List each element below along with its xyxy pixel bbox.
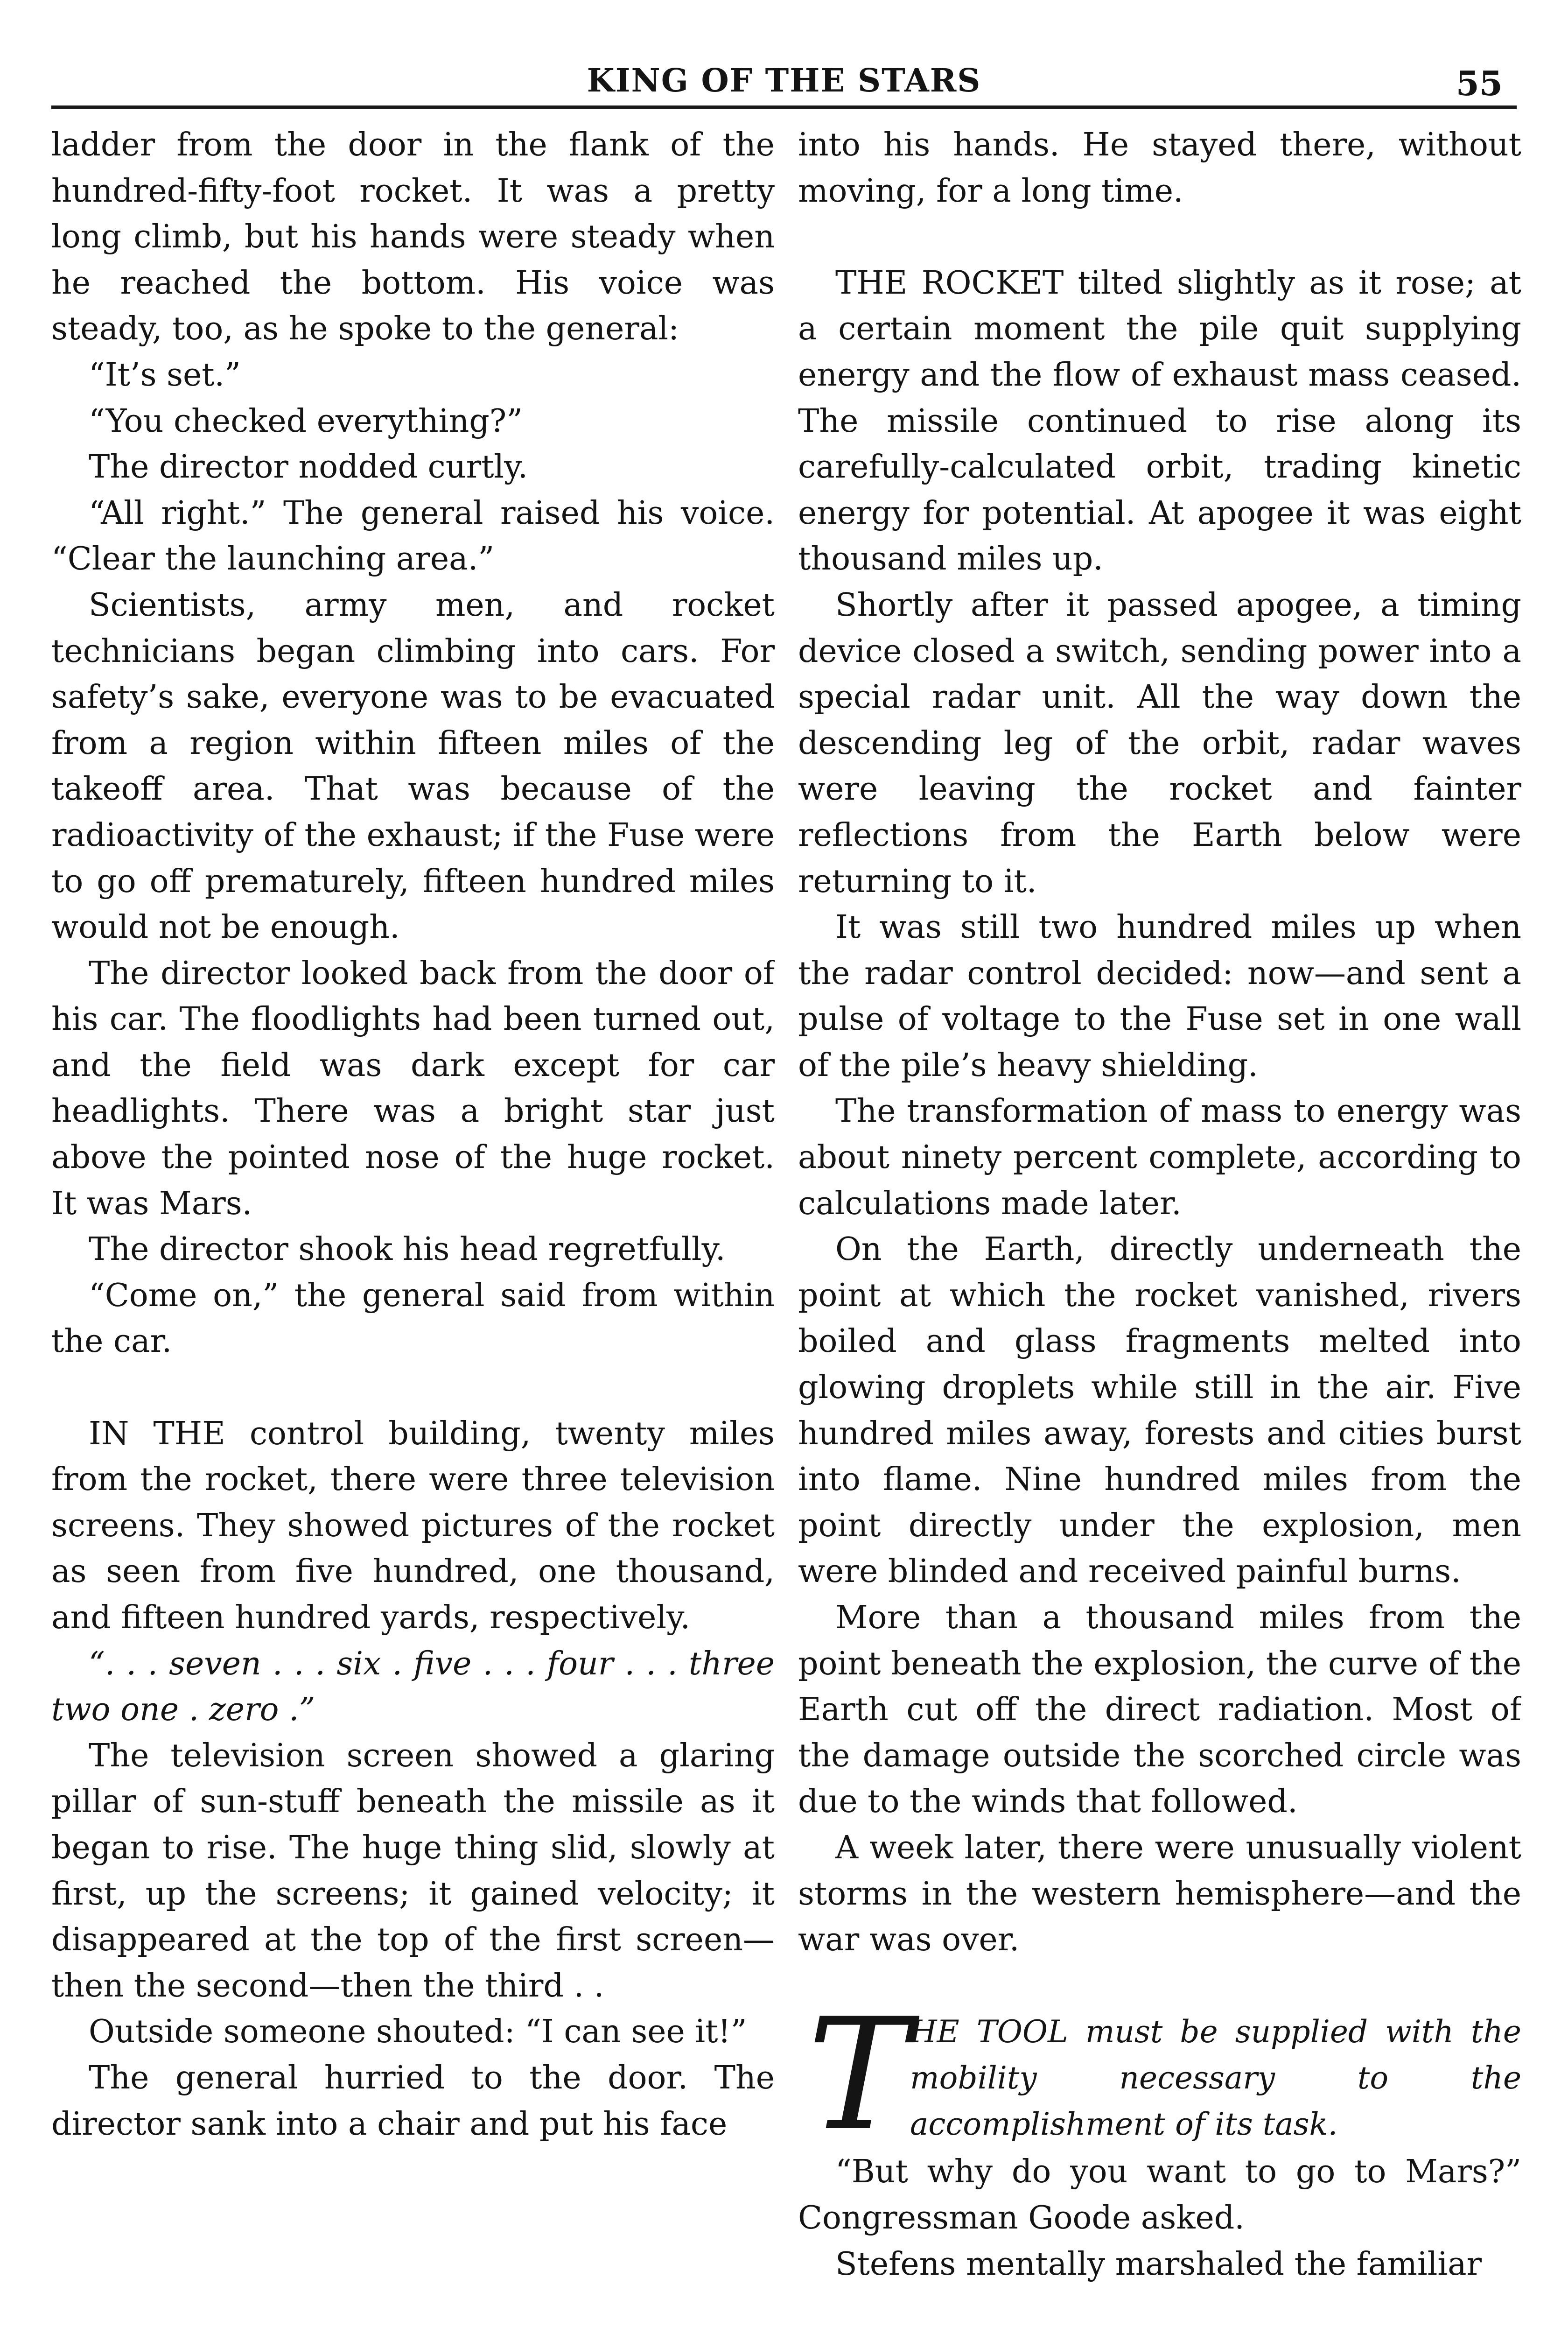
paragraph: ladder from the door in the flank of the hundred-fifty-foot rocket. It was a pretty long climb, but his hands were steady when he reached the bottom. His voice was steady, too, as he spoke to the general:: [51, 127, 775, 348]
page-header: [51, 55, 1517, 106]
right-column: [798, 122, 1521, 2334]
paragraph: “Come on,” the general said from within the car.: [51, 1277, 775, 1360]
running-title: KING OF THE STARS: [587, 62, 981, 99]
drop-cap: T: [807, 1985, 910, 2165]
paragraph: More than a thousand miles from the point beneath the explosion, the curve of the Earth cut off the direct radiation. Most of the damage outside the scorched circle was due to the winds that followed.: [798, 1599, 1521, 1821]
left-column: [51, 122, 775, 2334]
paragraph: It was still two hundred miles up when the radar control decided: now—and sent a pulse of voltage to the Fuse set in one wall of the pile’s heavy shielding.: [798, 909, 1521, 1084]
paragraph: into his hands. He stayed there, without moving, for a long time.: [798, 127, 1521, 210]
paragraph: “All right.” The general raised his voice. “Clear the launching area.”: [51, 494, 775, 578]
paragraph: A week later, there were unusually violent storms in the western hemisphere—and the war was over.: [798, 1829, 1521, 1959]
section-paragraph: IN THE control building, twenty miles from the rocket, there were three television screens. They showed pictures of the rocket as seen from five hundred, one thousand, and fifteen hundred yards, respectively.: [51, 1415, 775, 1636]
paragraph: The director looked back from the door of his car. The floodlights had been turned out, and the field was dark except for car headlights. There was a bright star just above the pointed nose of the huge rocket. It was Mars.: [51, 955, 775, 1222]
paragraph: “But why do you want to go to Mars?” Congressman Goode asked.: [798, 2153, 1521, 2236]
paragraph: On the Earth, directly underneath the point at which the rocket vanished, rivers boiled and glass fragments melted into glowing droplets while still in the air. Five hundred miles away, forests and cities burst into flame. Nine hundred miles from the point directly under the explosion, men were blinded and received painful burns.: [798, 1231, 1521, 1590]
paragraph: Shortly after it passed apogee, a timing device closed a switch, sending power into a special radar unit. All the way down the descending leg of the orbit, radar waves were leaving the rocket and fainter reflections from the Earth below were returning to it.: [798, 586, 1521, 900]
paragraph: The general hurried to the door. The director sank into a chair and put his face: [51, 2059, 775, 2143]
paragraph: The television screen showed a glaring pillar of sun-stuff beneath the missile as it began to rise. The huge thing slid, slowly at first, up the screens; it gained velocity; it disappeared at the top of the first screen—then the second—then the third . .: [51, 1737, 775, 2004]
paragraph: “It’s set.”: [89, 356, 241, 394]
paragraph: The director shook his head regretfully.: [89, 1231, 726, 1268]
paragraph: “You checked everything?”: [89, 402, 523, 440]
paragraph: The director nodded curtly.: [89, 449, 528, 486]
section-paragraph: THE ROCKET tilted slightly as it rose; at a certain moment the pile quit supplying energy and the flow of exhaust mass ceased. The missile continued to rise along its carefully-calculated orbit, trading kinetic energy for potential. At apogee it was eight thousand miles up.: [798, 264, 1521, 578]
editorial-note: [798, 1985, 1521, 2165]
editorial-text: HE TOOL must be supplied with the mobility necessary to the accomplishment of its task.: [910, 2014, 1521, 2142]
page-number: 55: [1456, 63, 1503, 103]
countdown-paragraph: “. . . seven . . . six . five . . . four . . . three two one . zero .”: [51, 1645, 775, 1729]
paragraph: The transformation of mass to energy was about ninety percent complete, according to calculations made later.: [798, 1093, 1521, 1222]
paragraph: Scientists, army men, and rocket technicians began climbing into cars. For safety’s sake, everyone was to be evacuated from a region within fifteen miles of the takeoff area. That was because of the radioactivity of the exhaust; if the Fuse were to go off prematurely, fifteen hundred miles would not be enough.: [51, 586, 775, 946]
paragraph: Outside someone shouted: “I can see it!”: [89, 2013, 747, 2051]
header-rule: [51, 105, 1517, 109]
paragraph: Stefens mentally marshaled the familiar: [835, 2245, 1482, 2283]
